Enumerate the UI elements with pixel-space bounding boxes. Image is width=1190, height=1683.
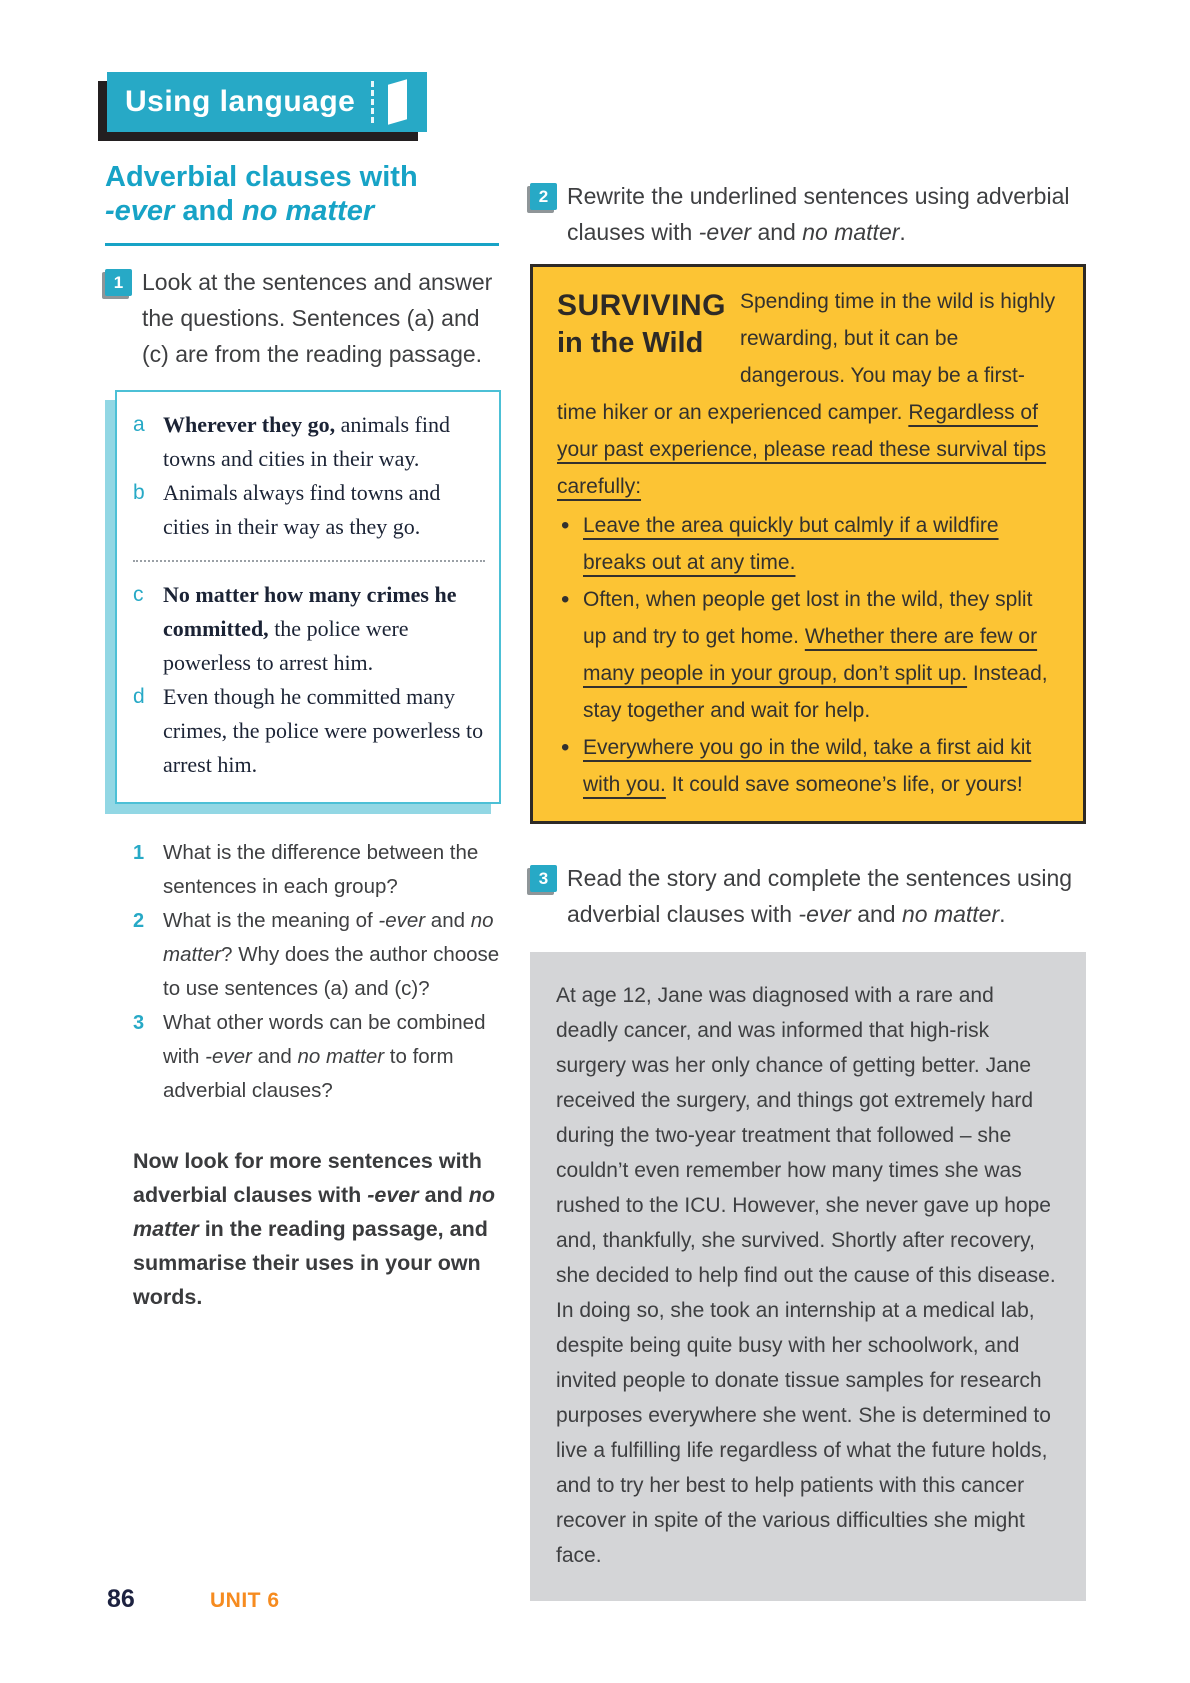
- page-number: 86: [107, 1585, 135, 1613]
- sentence-text: No matter how many crimes he committed, the police were powerless to arrest him.: [163, 582, 457, 675]
- sentence-text: Wherever they go, animals find towns and cities in their way.: [163, 412, 450, 471]
- left-column: [105, 160, 503, 1314]
- sentence-item-d: [133, 680, 485, 782]
- sentence-label: a: [133, 413, 145, 436]
- poster-bullet-list: [557, 507, 1059, 803]
- topic-heading: [105, 160, 503, 228]
- sentence-example-box: [115, 390, 501, 804]
- sentence-text: Animals always find towns and cities in their way as they go.: [163, 480, 441, 539]
- sentence-item-b: [133, 476, 485, 544]
- question-text: What other words can be combined with -ever and no matter to form adverbial clauses?: [163, 1011, 486, 1102]
- poster-title-line1: SURVIVING: [557, 289, 726, 322]
- sentence-label: c: [133, 583, 144, 606]
- exercise-2-prompt: Rewrite the underlined sentences using adverbial clauses with -ever and no matter.: [567, 183, 1070, 245]
- topic-heading-line2: -ever and no matter: [105, 195, 375, 227]
- sentence-label: d: [133, 685, 145, 708]
- follow-up-instruction: Now look for more sentences with adverbial clauses with -ever and no matter in the reading passage, and summarise their uses in your own words.: [133, 1149, 496, 1309]
- exercise-1-prompt: Look at the sentences and answer the questions. Sentences (a) and (c) are from the reading passage.: [142, 269, 493, 367]
- exercise-3: [530, 860, 1086, 932]
- question-1: [133, 836, 503, 904]
- story-box: At age 12, Jane was diagnosed with a rare and deadly cancer, and was informed that high-risk surgery was her only chance of getting better. Jane received the surgery, and things got extremely hard during the two-year treatment that followed – she couldn’t even remember how many times she was rushed to the ICU. However, she never gave up hope and, thankfully, she survived. Shortly after recovery, she decided to help find out the cause of this disease. In doing so, she took an internship at a medical lab, despite being quite busy with her schoolwork, and invited people to donate tissue samples for research purposes everywhere she went. She is determined to live a fulfilling life regardless of what the future holds, and to try her best to help patients with this cancer recover in spite of the various difficulties she might face.: [530, 952, 1086, 1601]
- exercise-1: [105, 264, 503, 372]
- poster-intro: Spending time in the wild is highly rewarding, but it can be dangerous. You may be a first-time hiker or an experienced camper. Regardless of your past experience, please read these survival tips carefully:: [557, 290, 1056, 498]
- poster-bullet-3: • Everywhere you go in the wild, take a first aid kit with you. It could save someone’s life, or yours!: [557, 729, 1059, 803]
- survival-poster: [530, 264, 1086, 824]
- heading-rule: [105, 243, 499, 246]
- question-text: What is the difference between the sentences in each group?: [163, 841, 479, 898]
- topic-heading-line1: Adverbial clauses with: [105, 161, 418, 193]
- poster-title: [557, 288, 726, 362]
- right-column: [530, 178, 1086, 1601]
- question-2: [133, 904, 503, 1006]
- unit-label: UNIT 6: [210, 1589, 280, 1612]
- sentence-item-c: [133, 578, 485, 680]
- question-text: What is the meaning of -ever and no matter? Why does the author choose to use sentences (a) and (c)?: [163, 909, 500, 1000]
- exercise-3-prompt: Read the story and complete the sentences using adverbial clauses with -ever and no matter.: [567, 865, 1073, 927]
- question-number: 3: [133, 1012, 145, 1034]
- exercise-3-number-badge: 3: [530, 865, 557, 892]
- question-3: [133, 1006, 503, 1108]
- group-divider: [133, 560, 485, 562]
- poster-bullet-1: • Leave the area quickly but calmly if a wildfire breaks out at any time.: [557, 507, 1059, 581]
- question-number: 2: [133, 910, 145, 932]
- bookmark-icon: [388, 79, 407, 124]
- exercise-2: [530, 178, 1086, 250]
- exercise-2-number-badge: 2: [530, 183, 557, 210]
- sentence-text: Even though he committed many crimes, the police were powerless to arrest him.: [163, 684, 484, 777]
- exercise-1-number-badge: 1: [105, 269, 132, 296]
- question-number: 1: [133, 842, 145, 864]
- banner-title: Using language: [125, 85, 356, 118]
- sentence-item-a: [133, 408, 485, 476]
- sentence-label: b: [133, 481, 145, 504]
- poster-bullet-2: • Often, when people get lost in the wild, they split up and try to get home. Whether there are few or many people in your group, don’t split up. Instead, stay together and wait for help.: [557, 581, 1059, 729]
- poster-title-line2: in the Wild: [557, 327, 704, 359]
- section-banner: [107, 72, 427, 132]
- question-list: [105, 836, 503, 1108]
- dashed-divider: [371, 81, 374, 123]
